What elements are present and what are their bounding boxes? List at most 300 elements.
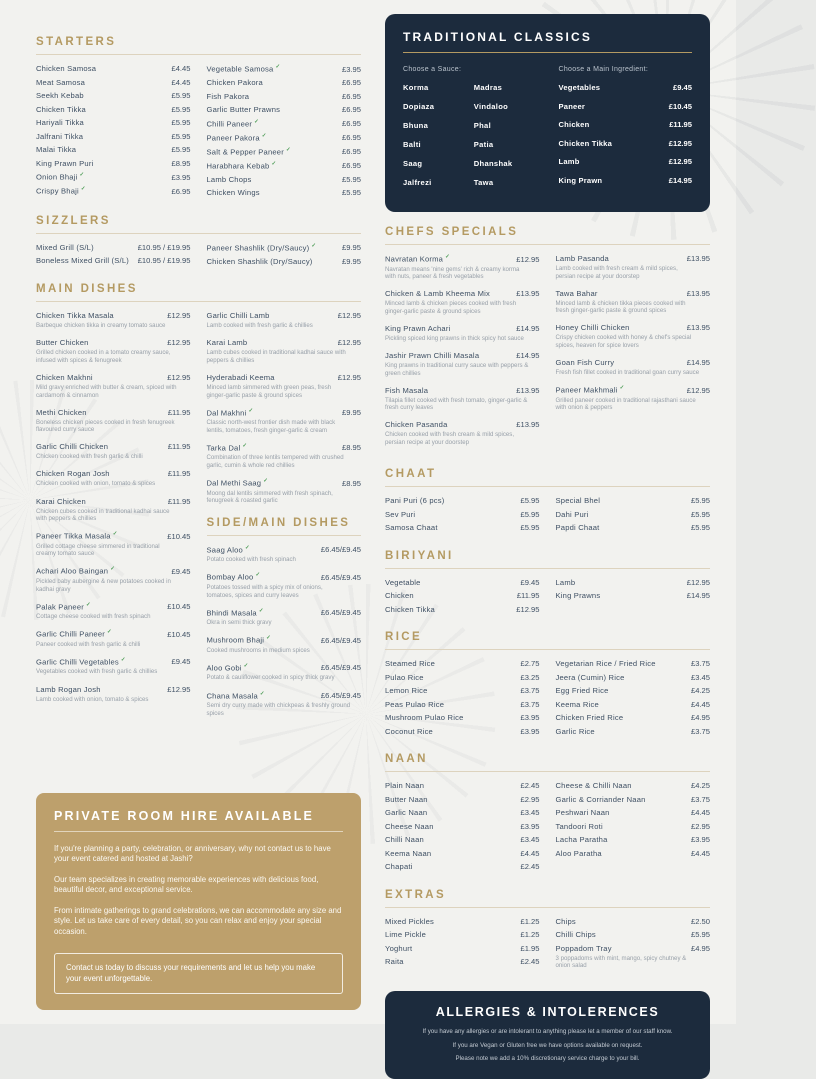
menu-item xyxy=(385,578,540,587)
item-price: £6.95 xyxy=(341,147,361,157)
menu-item xyxy=(36,132,191,141)
item-name: Plain Naan xyxy=(385,781,425,791)
allergies-title: ALLERGIES & INTOLERENCES xyxy=(435,1005,660,1020)
menu-item xyxy=(385,808,540,817)
item-price: £5.95 xyxy=(171,118,191,127)
traditional-classics-box xyxy=(385,14,710,212)
item-description: Lamb cooked with fresh garlic & chillies xyxy=(206,322,313,330)
traditional-classics-title: TRADITIONAL CLASSICS xyxy=(403,30,692,53)
item-name: Paneer Makhmali ✓ xyxy=(555,385,625,395)
veg-icon: ✓ xyxy=(255,572,261,579)
item-price: £9.45 xyxy=(171,657,191,667)
item-price: £5.95 xyxy=(171,91,191,100)
item-description: Potatoes tossed with a spicy mix of onions, tomatoes, spices and curry leaves xyxy=(206,583,323,599)
item-name: Keema Rice xyxy=(555,699,599,709)
item-price: £5.95 xyxy=(690,496,710,506)
menu-item xyxy=(385,822,540,831)
item-name: Chicken Makhni xyxy=(36,372,93,382)
item-price: £3.95 xyxy=(690,835,710,845)
item-price: £5.95 xyxy=(690,509,710,519)
item-name: Jashir Prawn Chilli Masala xyxy=(385,351,480,360)
sauce-option: Phal xyxy=(473,121,491,130)
item-price: £10.45 xyxy=(167,629,191,639)
item-name: Meat Samosa xyxy=(36,77,86,87)
item-description: Vegetables cooked with fresh garlic & chillies xyxy=(36,668,158,676)
menu-item xyxy=(385,930,540,939)
menu-item xyxy=(36,311,191,330)
allergies-box xyxy=(385,991,710,1079)
section-biriyani xyxy=(385,550,710,619)
sauce-option: Dopiaza xyxy=(403,102,435,111)
item-description: Tilapia fillet cooked with fresh tomato, ginger-garlic & fresh curry leaves xyxy=(385,396,528,412)
menu-item xyxy=(556,781,711,790)
private-room-hire-box xyxy=(36,793,361,1011)
item-price: £3.95 xyxy=(171,172,191,182)
menu-item xyxy=(36,78,191,87)
item-name: Navratan Korma ✓ xyxy=(385,254,450,264)
item-name: Garlic & Corriander Naan xyxy=(555,794,646,804)
menu-item xyxy=(559,139,693,148)
menu-item xyxy=(556,930,711,939)
item-name: Paneer Pakora ✓ xyxy=(206,132,267,143)
item-description: Minced lamb & chicken tikka pieces cooked with fresh ginger-garlic paste & ground spices xyxy=(555,299,686,315)
item-price: £4.45 xyxy=(690,699,710,709)
menu-item xyxy=(385,700,540,709)
item-name: Pulao Rice xyxy=(385,672,424,682)
menu-item xyxy=(556,944,711,970)
item-price: £6.45/£9.45 xyxy=(320,545,361,555)
main-dishes-column-1 xyxy=(36,311,191,726)
item-price: £11.95 xyxy=(167,407,191,417)
item-name: Cheese Naan xyxy=(385,821,434,831)
item-description: Paneer cooked with fresh garlic & chilli xyxy=(36,640,141,648)
paragraph: If you're planning a party, celebration, or anniversary, why not contact us to have your event catered and hosted at Jashi? xyxy=(54,843,331,863)
menu-item xyxy=(556,496,711,505)
sizzlers-column-2 xyxy=(207,243,362,271)
item-name: Tarka Dal ✓ xyxy=(206,442,248,453)
item-price: £14.95 xyxy=(686,358,710,368)
item-name: King Prawn xyxy=(558,175,603,185)
menu-item xyxy=(556,917,711,926)
item-price: £6.95 xyxy=(341,91,361,101)
item-description: Combination of three lentils tempered with crushed garlic, cumin & whole red chillies xyxy=(206,454,344,469)
private-room-paragraphs xyxy=(54,844,343,938)
paragraph: If you are Vegan or Gluten free we have options available on request. xyxy=(452,1041,643,1049)
item-description: Potato & cauliflower cooked in spicy thick gravy xyxy=(206,674,335,682)
menu-item xyxy=(385,510,540,519)
item-name: Garlic Chilli Lamb xyxy=(206,311,270,321)
veg-icon: ✓ xyxy=(261,132,267,139)
menu-item xyxy=(36,118,191,127)
item-name: Garlic Naan xyxy=(385,808,428,818)
item-price: £6.95 xyxy=(341,119,361,129)
section-title-chaat: CHAAT xyxy=(385,468,710,487)
item-name: Butter Naan xyxy=(385,794,428,804)
item-price: £13.95 xyxy=(686,254,710,263)
item-name: Malai Tikka xyxy=(36,145,77,154)
item-name: Garlic Chilli Chicken xyxy=(36,442,109,452)
menu-item xyxy=(36,159,191,168)
item-price: £4.45 xyxy=(690,848,710,858)
side-main-dishes-items xyxy=(207,545,362,717)
item-price: £3.75 xyxy=(520,699,540,709)
item-price: £12.95 xyxy=(686,577,710,587)
menu-item xyxy=(207,478,362,505)
veg-icon: ✓ xyxy=(285,146,291,153)
item-price: £2.95 xyxy=(520,794,540,804)
item-price: £12.95 xyxy=(337,338,361,348)
item-name: Raita xyxy=(385,957,404,967)
item-name: Chicken & Lamb Kheema Mix xyxy=(385,289,491,299)
section-title-biriyani: BIRIYANI xyxy=(385,550,710,569)
item-name: Lamb Pasanda xyxy=(555,254,609,263)
sauce-option: Patia xyxy=(473,140,494,149)
item-name: Palak Paneer ✓ xyxy=(36,601,91,612)
item-name: Garlic Chilli Vegetables ✓ xyxy=(36,656,126,667)
item-name: Bhindi Masala ✓ xyxy=(206,607,264,618)
menu-item xyxy=(36,172,191,182)
menu-item xyxy=(207,572,362,599)
menu-item xyxy=(207,257,362,266)
item-price: £6.95 xyxy=(341,133,361,143)
item-name: Samosa Chaat xyxy=(385,523,438,533)
item-price: £8.95 xyxy=(171,158,191,168)
section-title-side-main-dishes: SIDE/MAIN DISHES xyxy=(207,517,362,536)
item-price: £3.95 xyxy=(520,821,540,831)
naan-column-2 xyxy=(556,781,711,876)
menu-item xyxy=(556,700,711,709)
naan-column-1 xyxy=(385,781,540,876)
item-price: £4.45 xyxy=(171,77,191,87)
menu-item xyxy=(385,289,540,315)
item-price: £5.95 xyxy=(341,188,361,198)
item-price: £13.95 xyxy=(686,288,710,298)
menu-item xyxy=(385,523,540,532)
item-price: £6.45/£9.45 xyxy=(320,635,361,645)
menu-item xyxy=(36,105,191,114)
starters-column-1 xyxy=(36,64,191,202)
item-name: Peshwari Naan xyxy=(555,808,610,818)
item-price: £3.95 xyxy=(520,713,540,723)
menu-item xyxy=(556,578,711,587)
item-name: Vegetable Samosa ✓ xyxy=(206,64,281,74)
item-name: Vegetables xyxy=(558,83,601,92)
menu-item xyxy=(36,91,191,100)
item-description: 3 poppadoms with mint, mango, spicy chutney & onion salad xyxy=(555,954,687,970)
menu-item xyxy=(207,243,362,253)
item-name: Steamed Rice xyxy=(385,659,436,669)
item-price: £1.25 xyxy=(520,930,540,940)
item-price: £5.95 xyxy=(341,174,361,184)
item-price: £10.95 / £19.95 xyxy=(137,256,191,266)
item-name: Chicken Pasanda xyxy=(385,420,448,430)
paragraph: If you have any allergies or are intolerant to anything please let a member of our staff know. xyxy=(422,1028,673,1036)
item-name: Chilli Chips xyxy=(555,930,596,940)
menu-item xyxy=(207,92,362,101)
menu-item xyxy=(207,161,362,171)
section-starters xyxy=(36,36,361,202)
sauce-option: Jalfrezi xyxy=(403,178,432,187)
item-name: Chicken xyxy=(558,120,590,129)
sauce-option: Saag xyxy=(403,159,423,168)
item-name: Paneer Tikka Masala ✓ xyxy=(36,531,118,541)
section-title-extras: EXTRAS xyxy=(385,889,710,908)
section-title-starters: STARTERS xyxy=(36,36,361,55)
veg-icon: ✓ xyxy=(112,531,118,538)
menu-item xyxy=(207,635,362,654)
item-name: Karai Chicken xyxy=(36,496,86,506)
sauce-option: Korma xyxy=(403,83,429,92)
item-description: Chicken cubes cooked in traditional kadhai sauce with peppers & chillies xyxy=(36,507,170,523)
item-description: Classic north-west frontier dish made with black lentils, tomatoes, fresh ginger-garlic & cream xyxy=(206,419,336,434)
main-ingredient-options xyxy=(559,83,693,185)
item-description: Minced lamb & chicken pieces cooked with fresh ginger-garlic paste & ground spices xyxy=(385,300,517,315)
section-title-naan: NAAN xyxy=(385,753,710,772)
menu-item xyxy=(556,835,711,844)
item-price: £1.25 xyxy=(520,916,540,926)
item-name: Vegetable xyxy=(385,577,421,587)
item-price: £14.95 xyxy=(516,323,540,333)
item-price: £2.45 xyxy=(520,781,540,791)
item-price: £3.75 xyxy=(690,659,710,669)
menu-item xyxy=(385,917,540,926)
item-name: Sev Puri xyxy=(385,509,416,519)
biriyani-column-2 xyxy=(556,578,711,619)
item-name: Tandoori Roti xyxy=(555,821,603,831)
item-price: £8.95 xyxy=(341,478,361,488)
private-room-contact-note: Contact us today to discuss your requirements and let us help you make your event unforgettable. xyxy=(54,953,343,994)
item-name: Vegetarian Rice / Fried Rice xyxy=(555,659,656,669)
item-name: Fish Masala xyxy=(385,385,429,395)
sauce-option: Tawa xyxy=(473,178,494,187)
item-price: £10.45 xyxy=(167,602,191,612)
menu-item xyxy=(556,713,711,722)
item-price: £14.95 xyxy=(516,351,540,360)
item-price: £2.75 xyxy=(520,659,540,669)
item-description: Minced lamb simmered with green peas, fresh ginger-garlic paste & ground spices xyxy=(206,383,332,399)
item-name: Mushroom Pulao Rice xyxy=(385,713,464,723)
item-name: King Prawns xyxy=(555,591,601,601)
item-price: £12.95 xyxy=(167,338,191,348)
item-name: Mushroom Bhaji ✓ xyxy=(206,635,271,645)
item-price: £3.45 xyxy=(690,672,710,682)
menu-item xyxy=(385,862,540,871)
menu-item xyxy=(36,442,191,461)
item-price: £12.95 xyxy=(516,254,540,264)
item-price: £5.95 xyxy=(690,523,710,533)
item-name: Dahi Puri xyxy=(555,509,589,519)
item-description: King prawns in traditional curry sauce with peppers & green chillies xyxy=(385,362,529,377)
item-name: Lamb xyxy=(558,157,580,166)
sizzlers-column-1 xyxy=(36,243,191,271)
item-description: Moong dal lentils simmered with fresh spinach, fenugreek & roasted garlic xyxy=(206,489,333,505)
menu-item xyxy=(385,944,540,953)
menu-item xyxy=(207,311,362,330)
menu-item xyxy=(559,157,693,166)
item-description: Lamb cubes cooked in traditional kadhai sauce with peppers & chillies xyxy=(206,349,346,364)
item-price: £9.95 xyxy=(341,243,361,253)
item-description: Mild gravy enriched with butter & cream, spiced with cardamom & cinnamon xyxy=(36,383,177,399)
choose-main-column xyxy=(559,66,693,194)
menu-item xyxy=(385,420,540,446)
item-price: £1.95 xyxy=(520,943,540,953)
veg-icon: ✓ xyxy=(266,635,271,642)
menu-item xyxy=(36,338,191,364)
item-name: Dal Makhni ✓ xyxy=(206,407,254,418)
item-name: Lacha Paratha xyxy=(555,835,608,845)
item-price: £9.45 xyxy=(520,577,540,587)
item-price: £12.95 xyxy=(668,157,692,166)
menu-item xyxy=(559,120,693,129)
item-name: Chicken Shashlik (Dry/Saucy) xyxy=(206,256,313,266)
item-price: £6.45/£9.45 xyxy=(320,691,361,701)
veg-icon: ✓ xyxy=(107,629,112,636)
menu-item xyxy=(556,510,711,519)
left-column xyxy=(36,14,361,1010)
item-price: £13.95 xyxy=(516,289,540,299)
veg-icon: ✓ xyxy=(258,607,264,614)
item-name: Honey Chilli Chicken xyxy=(555,323,630,333)
menu-item xyxy=(36,64,191,73)
item-description: Pickled baby aubergine & new potatoes cooked in kadhai gravy xyxy=(36,577,171,593)
item-name: Paneer Shashlik (Dry/Saucy) ✓ xyxy=(206,242,317,253)
menu-item xyxy=(207,608,362,627)
item-name: Karai Lamb xyxy=(206,338,248,348)
item-name: Lime Pickle xyxy=(385,930,427,940)
menu-item xyxy=(207,119,362,129)
menu-item xyxy=(36,497,191,523)
item-price: £3.75 xyxy=(690,794,710,804)
item-name: King Prawn Puri xyxy=(36,158,94,168)
item-price: £13.95 xyxy=(516,420,540,430)
item-price: £2.45 xyxy=(520,862,540,872)
item-name: King Prawn Achari xyxy=(385,323,451,333)
item-price: £6.45/£9.45 xyxy=(320,608,361,618)
item-name: Jalfrani Tikka xyxy=(36,131,84,141)
main-dishes-column-2-items xyxy=(207,311,362,505)
item-price: £3.95 xyxy=(520,726,540,736)
item-description: Grilled paneer cooked in traditional rajasthani sauce with onion & peppers xyxy=(555,396,696,412)
item-name: Lamb Chops xyxy=(206,174,252,184)
extras-column-1 xyxy=(385,917,540,979)
sauce-option: Balti xyxy=(403,140,421,149)
item-name: Chicken Pakora xyxy=(206,78,263,88)
item-description: Fresh fish fillet cooked in traditional goan curry sauce xyxy=(555,369,700,377)
paragraph: From intimate gatherings to grand celebrations, we can accommodate any size and style. Let us take care of every detail, so you can relax and enjoy your special occasion. xyxy=(54,905,342,936)
section-sizzlers xyxy=(36,215,361,271)
item-price: £12.95 xyxy=(167,372,191,382)
menu-item xyxy=(559,176,693,185)
item-name: Poppadom Tray xyxy=(555,943,612,953)
veg-icon: ✓ xyxy=(86,601,91,608)
menu-item xyxy=(36,186,191,196)
item-price: £11.95 xyxy=(669,120,692,129)
menu-item xyxy=(556,686,711,695)
item-description: Barbeque chicken tikka in creamy tomato sauce xyxy=(36,322,166,330)
menu-item xyxy=(207,408,362,435)
item-price: £11.95 xyxy=(167,469,191,479)
item-price: £12.95 xyxy=(668,138,692,148)
item-name: Saag Aloo ✓ xyxy=(206,544,250,555)
item-name: Boneless Mixed Grill (S/L) xyxy=(36,256,129,266)
item-price: £3.75 xyxy=(690,726,710,736)
sauce-option: Vindaloo xyxy=(473,102,509,111)
item-name: Chicken Tikka xyxy=(36,104,86,114)
veg-icon: ✓ xyxy=(619,385,625,392)
veg-icon: ✓ xyxy=(259,690,265,697)
section-title-rice: RICE xyxy=(385,631,710,650)
item-description: Semi dry curry made with chickpeas & freshly ground spices xyxy=(206,702,351,717)
item-name: Peas Pulao Rice xyxy=(385,699,445,709)
item-price: £3.25 xyxy=(520,672,540,682)
item-price: £5.95 xyxy=(171,104,191,114)
item-name: Cheese & Chilli Naan xyxy=(555,781,632,791)
menu-item xyxy=(207,64,362,74)
item-name: Methi Chicken xyxy=(36,407,87,417)
item-name: Jeera (Cumin) Rice xyxy=(555,672,625,682)
item-price: £12.95 xyxy=(337,372,361,382)
menu-item xyxy=(385,605,540,614)
menu-item xyxy=(556,254,711,280)
item-description: Boneless chicken pieces cooked in fresh fenugreek flavoured curry sauce xyxy=(36,418,175,434)
veg-icon: ✓ xyxy=(275,64,281,70)
item-name: Chicken Samosa xyxy=(36,64,97,73)
item-description: Lamb cooked with fresh cream & mild spices, persian recipe at your doorstep xyxy=(555,265,678,280)
item-name: Pani Puri (6 pcs) xyxy=(385,496,445,506)
item-name: Chilli Paneer ✓ xyxy=(206,118,259,129)
veg-icon: ✓ xyxy=(244,544,250,551)
veg-icon: ✓ xyxy=(248,407,254,414)
item-name: Chicken Fried Rice xyxy=(555,713,624,723)
menu-item xyxy=(207,188,362,197)
item-name: Chicken Tikka Masala xyxy=(36,311,114,321)
item-price: £3.95 xyxy=(341,64,361,74)
item-description: Chicken cooked with fresh garlic & chilli xyxy=(36,453,143,461)
menu-item xyxy=(385,496,540,505)
veg-icon: ✓ xyxy=(311,242,317,249)
item-description: Cottage cheese cooked with fresh spinach xyxy=(36,613,151,621)
veg-icon: ✓ xyxy=(271,160,277,167)
item-name: Aloo Gobi ✓ xyxy=(206,662,249,673)
menu-item xyxy=(36,408,191,434)
item-name: Butter Chicken xyxy=(36,338,89,348)
item-name: Garlic Butter Prawns xyxy=(206,105,281,115)
item-price: £6.95 xyxy=(341,105,361,115)
item-description: Chicken cooked with fresh cream & mild spices, persian recipe at your doorstep xyxy=(385,431,515,446)
item-name: Yoghurt xyxy=(385,943,413,953)
item-price: £3.45 xyxy=(520,808,540,818)
item-name: Garlic Chilli Paneer ✓ xyxy=(36,629,112,639)
sauce-option: Bhuna xyxy=(403,121,429,130)
section-main-dishes xyxy=(36,283,361,726)
menu-item xyxy=(556,385,711,412)
menu-item xyxy=(556,323,711,349)
choose-main-label: Choose a Main Ingredient: xyxy=(558,66,649,73)
menu-item xyxy=(207,545,362,564)
menu-item xyxy=(207,147,362,157)
item-name: Salt & Pepper Paneer ✓ xyxy=(206,146,291,157)
item-description: Grilled cottage cheese simmered in traditional creamy tomato sauce xyxy=(36,542,160,558)
item-description: Chicken cooked with onion, tomato & spices xyxy=(36,480,156,488)
choose-sauce-label: Choose a Sauce: xyxy=(403,66,462,73)
menu-item xyxy=(556,808,711,817)
item-name: Coconut Rice xyxy=(385,726,433,736)
item-price: £2.50 xyxy=(690,916,710,926)
item-price: £9.95 xyxy=(341,256,361,266)
menu-item xyxy=(556,673,711,682)
paragraph: Our team specializes in creating memorable experiences with delicious food, beautiful decor, and exceptional service. xyxy=(54,874,319,894)
menu-item xyxy=(385,351,540,377)
